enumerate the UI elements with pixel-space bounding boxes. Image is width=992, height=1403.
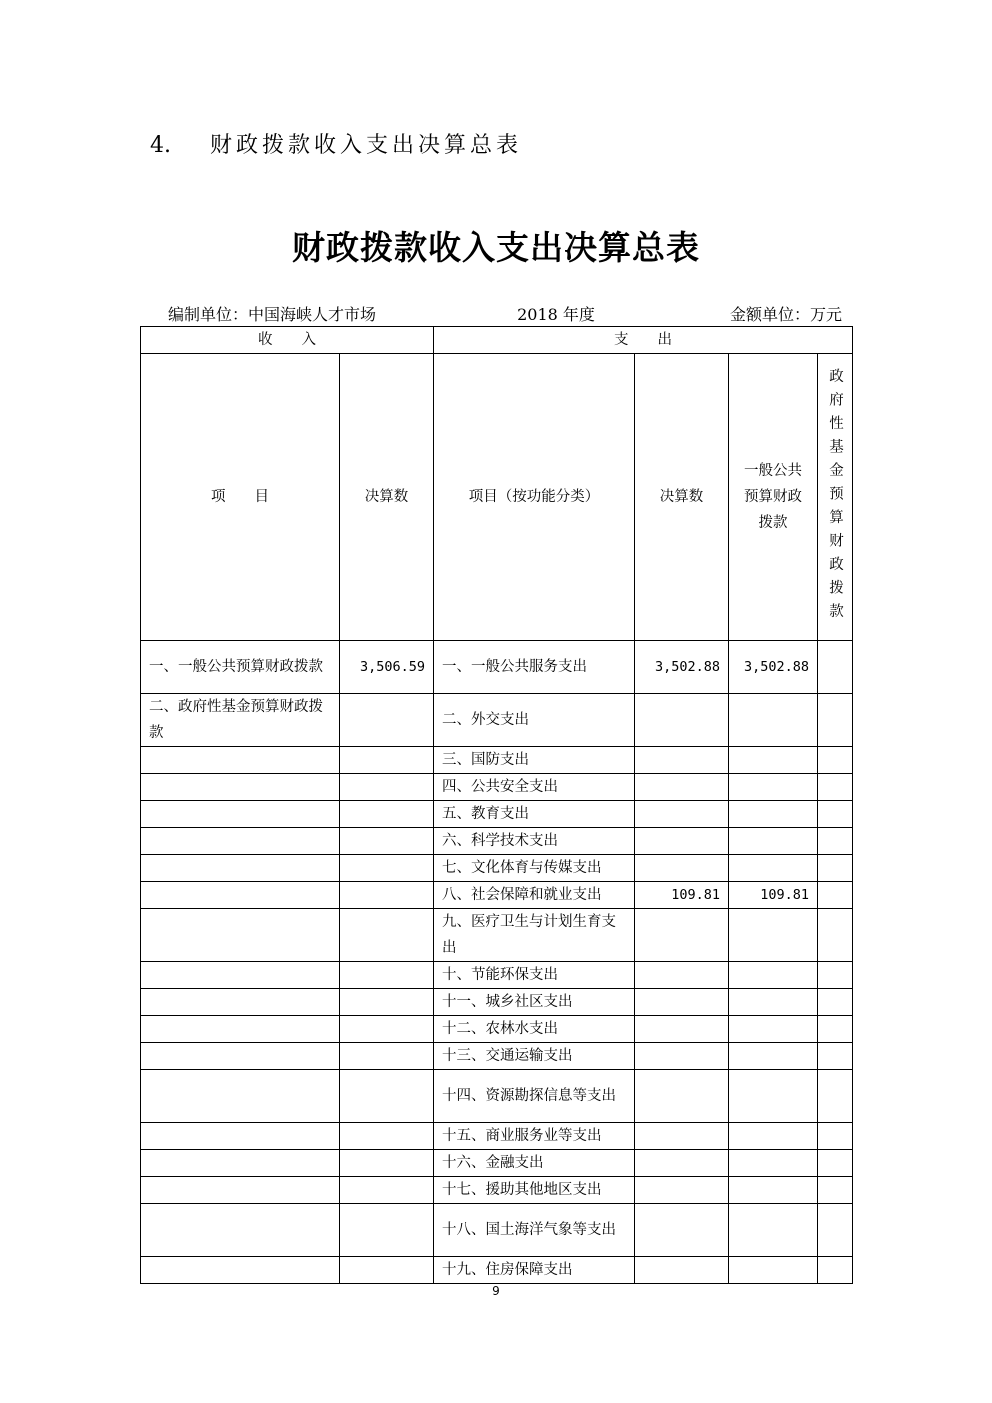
expense-item-cell: 九、医疗卫生与计划生育支出 [434,909,635,962]
expense-amount-cell [635,962,729,989]
expense-item-cell: 七、文化体育与传媒支出 [434,855,635,882]
gov-fund-cell [818,747,853,774]
compiling-unit: 编制单位：中国海峡人才市场 [168,305,377,324]
gov-fund-cell [818,641,853,694]
section-heading [150,128,522,159]
gov-fund-cell [818,1070,853,1123]
gov-fund-cell [818,801,853,828]
general-budget-cell [729,1150,818,1177]
group-header-row [141,327,853,354]
income-amount-cell [340,882,434,909]
income-item-cell [141,1204,340,1257]
table-row [141,641,853,694]
document-title: 财政拨款收入支出决算总表 [292,228,700,267]
expense-amount-cell [635,855,729,882]
income-item-cell [141,962,340,989]
income-item-cell [141,1150,340,1177]
gov-fund-cell [818,1123,853,1150]
expense-item-cell: 十八、国土海洋气象等支出 [434,1204,635,1257]
fiscal-year: 2018 年度 [517,305,595,324]
table-row [141,774,853,801]
table-row [141,694,853,747]
expense-item-cell: 二、外交支出 [434,694,635,747]
expense-item-cell: 四、公共安全支出 [434,774,635,801]
gov-fund-cell [818,1204,853,1257]
general-budget-cell [729,801,818,828]
income-item-cell [141,1123,340,1150]
gov-fund-cell [818,774,853,801]
general-budget-cell: 109.81 [729,882,818,909]
expense-amount-cell [635,989,729,1016]
table-row [141,1123,853,1150]
income-amount-cell [340,855,434,882]
income-item-cell [141,1070,340,1123]
income-item-cell [141,1257,340,1284]
income-amount-cell [340,1016,434,1043]
expense-item-cell: 十四、资源勘探信息等支出 [434,1070,635,1123]
gov-fund-cell [818,882,853,909]
income-amount-cell [340,747,434,774]
table-row [141,1150,853,1177]
income-amount-cell [340,1177,434,1204]
general-budget-cell [729,962,818,989]
table-row [141,1177,853,1204]
income-item-cell: 二、政府性基金预算财政拨款 [141,694,340,747]
currency-unit: 金额单位：万元 [729,305,842,324]
expense-amount-cell [635,1150,729,1177]
expense-amount-cell [635,1123,729,1150]
expense-item-cell: 三、国防支出 [434,747,635,774]
general-budget-cell [729,1204,818,1257]
table-row [141,1043,853,1070]
income-item-cell [141,801,340,828]
table-row [141,828,853,855]
general-budget-cell [729,989,818,1016]
income-amount-cell [340,1204,434,1257]
expense-amount-header: 决算数 [635,354,729,641]
income-item-cell [141,747,340,774]
income-item-cell [141,855,340,882]
table-row [141,909,853,962]
income-item-cell [141,828,340,855]
income-amount-cell [340,962,434,989]
table-row [141,747,853,774]
table-row [141,989,853,1016]
expense-amount-cell: 109.81 [635,882,729,909]
expense-item-cell: 十一、城乡社区支出 [434,989,635,1016]
table-row [141,1204,853,1257]
expense-item-cell: 五、教育支出 [434,801,635,828]
table-row [141,962,853,989]
gov-fund-cell [818,1043,853,1070]
gov-fund-cell [818,1150,853,1177]
expense-item-cell: 十三、交通运输支出 [434,1043,635,1070]
gov-fund-cell [818,1257,853,1284]
income-item-cell: 一、一般公共预算财政拨款 [141,641,340,694]
general-budget-cell [729,694,818,747]
expense-item-cell: 十七、援助其他地区支出 [434,1177,635,1204]
expense-amount-cell [635,1204,729,1257]
gov-fund-cell [818,989,853,1016]
table-row [141,1070,853,1123]
general-budget-cell [729,1177,818,1204]
general-budget-cell [729,1257,818,1284]
expense-item-cell: 十六、金融支出 [434,1150,635,1177]
expense-amount-cell: 3,502.88 [635,641,729,694]
income-item-header: 项 目 [141,354,340,641]
expense-item-cell: 一、一般公共服务支出 [434,641,635,694]
general-budget-cell [729,1123,818,1150]
expense-item-cell: 六、科学技术支出 [434,828,635,855]
gov-fund-cell [818,1177,853,1204]
expense-amount-cell [635,1257,729,1284]
gov-fund-cell [818,909,853,962]
gov-fund-header [818,354,853,641]
general-budget-cell [729,774,818,801]
general-budget-cell [729,828,818,855]
income-group-header: 收 入 [141,327,434,354]
gov-fund-header-text: 政府性基金预算财政拨款 [827,367,843,627]
page-number: 9 [492,1284,500,1298]
expense-amount-cell [635,909,729,962]
gov-fund-cell [818,1016,853,1043]
expense-item-cell: 十、节能环保支出 [434,962,635,989]
table-row [141,801,853,828]
gov-fund-cell [818,828,853,855]
expense-amount-cell [635,1177,729,1204]
section-heading-text: 财政拨款收入支出决算总表 [210,133,523,158]
income-amount-cell [340,989,434,1016]
income-item-cell [141,989,340,1016]
income-amount-cell [340,1257,434,1284]
expense-item-cell: 十五、商业服务业等支出 [434,1123,635,1150]
gov-fund-cell [818,694,853,747]
income-amount-cell [340,1123,434,1150]
column-header-row [141,354,853,641]
expense-amount-cell [635,1016,729,1043]
income-item-cell [141,1177,340,1204]
income-item-cell [141,1016,340,1043]
income-amount-cell [340,1150,434,1177]
expense-amount-cell [635,774,729,801]
table-row [141,882,853,909]
income-item-cell [141,1043,340,1070]
income-amount-cell [340,774,434,801]
table-row [141,1257,853,1284]
expense-item-header: 项目（按功能分类） [434,354,635,641]
general-budget-cell [729,855,818,882]
section-number: 4. [150,133,171,158]
expense-amount-cell [635,694,729,747]
gov-fund-cell [818,962,853,989]
income-amount-cell [340,694,434,747]
general-budget-header-text: 一般公共 预算财政 拨款 [744,463,802,531]
expense-group-header: 支 出 [434,327,853,354]
income-amount-cell [340,801,434,828]
gov-fund-cell [818,855,853,882]
table-row [141,855,853,882]
general-budget-cell [729,1070,818,1123]
general-budget-cell: 3,502.88 [729,641,818,694]
income-item-cell [141,882,340,909]
income-amount-cell [340,909,434,962]
general-budget-header [729,354,818,641]
income-amount-cell [340,828,434,855]
income-amount-header: 决算数 [340,354,434,641]
expense-item-cell: 十二、农林水支出 [434,1016,635,1043]
general-budget-cell [729,747,818,774]
general-budget-cell [729,1043,818,1070]
income-amount-cell: 3,506.59 [340,641,434,694]
expense-amount-cell [635,828,729,855]
income-item-cell [141,774,340,801]
expense-amount-cell [635,801,729,828]
expense-amount-cell [635,747,729,774]
table-row [141,1016,853,1043]
expense-item-cell: 八、社会保障和就业支出 [434,882,635,909]
income-amount-cell [340,1070,434,1123]
expense-amount-cell [635,1043,729,1070]
expense-item-cell: 十九、住房保障支出 [434,1257,635,1284]
budget-table [140,326,853,1284]
general-budget-cell [729,909,818,962]
income-item-cell [141,909,340,962]
expense-amount-cell [635,1070,729,1123]
income-amount-cell [340,1043,434,1070]
general-budget-cell [729,1016,818,1043]
